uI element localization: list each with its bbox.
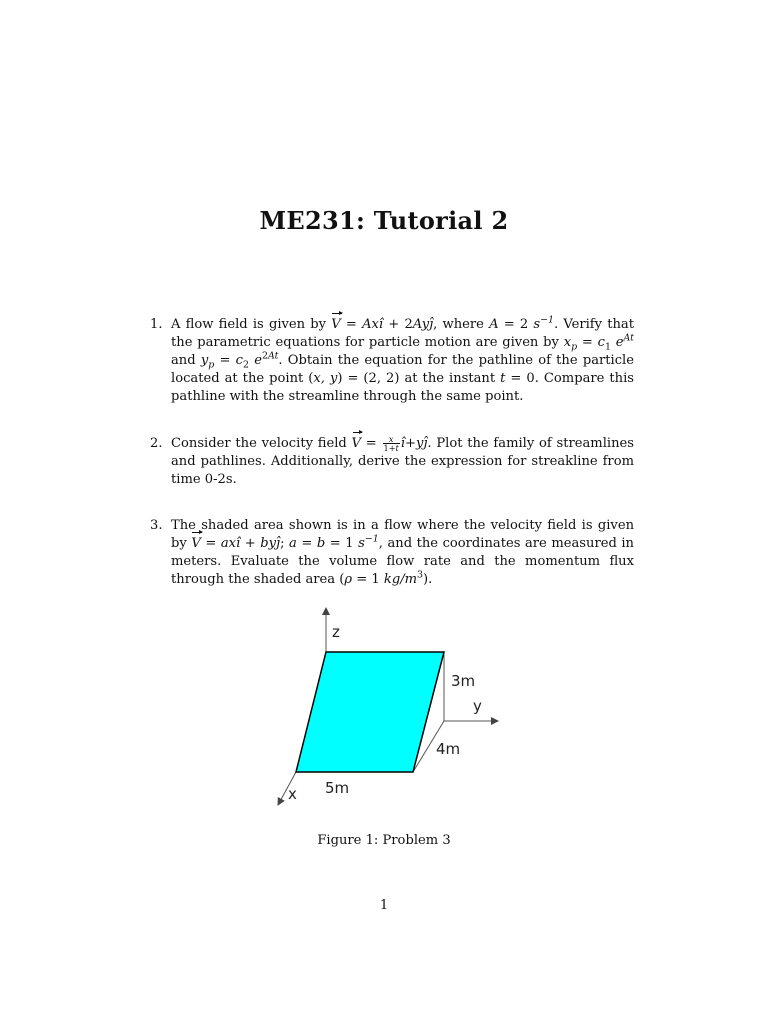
problem-number: 2.	[150, 436, 163, 451]
page-title: ME231: Tutorial 2	[259, 206, 509, 235]
math-velocity-field: V = axî + byĵ	[191, 536, 281, 551]
math-a-value: A = 2 $s^{-1}$	[489, 314, 555, 332]
label-x: x	[288, 785, 297, 803]
problem-1	[150, 316, 634, 406]
problem-3	[150, 517, 634, 589]
problem-3-figure	[270, 600, 510, 810]
problem-2	[150, 435, 634, 489]
math-coefficients: a = b = 1 $s^{-1}$	[289, 533, 379, 551]
math-time: t = 0	[500, 371, 535, 386]
math-density: (ρ = 1 $kg/m^3$)	[339, 569, 429, 587]
problem-number: 1.	[150, 317, 163, 332]
figure-caption: Figure 1: Problem 3	[317, 833, 451, 848]
problem-text: A flow field is given by V = Axî + 2Ayĵ, where A = 2 $s^{-1}$. Verify that the parametric equations for particle motion are given by $x_p = c_1$ $e^{At}$ and $y_p = c_2$ $e^{2At}$. Obtain the equation for the pathline of the particle located at the point (x, y) = (2, 2) at the instant t = 0. Compare this pathline with the streamline through the same point.	[171, 314, 635, 404]
label-3m: 3m	[451, 672, 476, 690]
problem-text: Consider the velocity field V = $\frac{x}{1+t}$ î+yĵ. Plot the family of streamlines and pathlines. Additionally, derive the expression for streakline from time 0-2s.	[171, 434, 634, 488]
math-velocity-field: V = $\frac{x}{1+t}$ î+yĵ	[351, 434, 428, 454]
math-xp: $x_p = c_1$ $e^{At}$	[563, 332, 634, 353]
label-z: z	[332, 623, 340, 641]
label-4m: 4m	[436, 740, 461, 758]
math-yp: $y_p = c_2$ $e^{2At}$	[200, 350, 279, 371]
label-5m: 5m	[325, 779, 350, 797]
math-velocity-field: V = Axî + 2Ayĵ	[331, 317, 434, 332]
shaded-area	[296, 652, 444, 772]
math-point: (x, y) = (2, 2)	[308, 371, 400, 386]
problem-text: The shaded area shown is in a flow where the velocity field is given by V = axî + byĵ; a = b = 1 $s^{-1}$, and the coordinates are measured in meters. Evaluate the volume flow rate and the momentum flux through the shaded area (ρ = 1 $kg/m^3$).	[171, 518, 634, 587]
problem-number: 3.	[150, 518, 163, 533]
label-y: y	[473, 697, 482, 715]
page-number: 1	[379, 898, 389, 913]
figure-svg	[270, 600, 510, 810]
